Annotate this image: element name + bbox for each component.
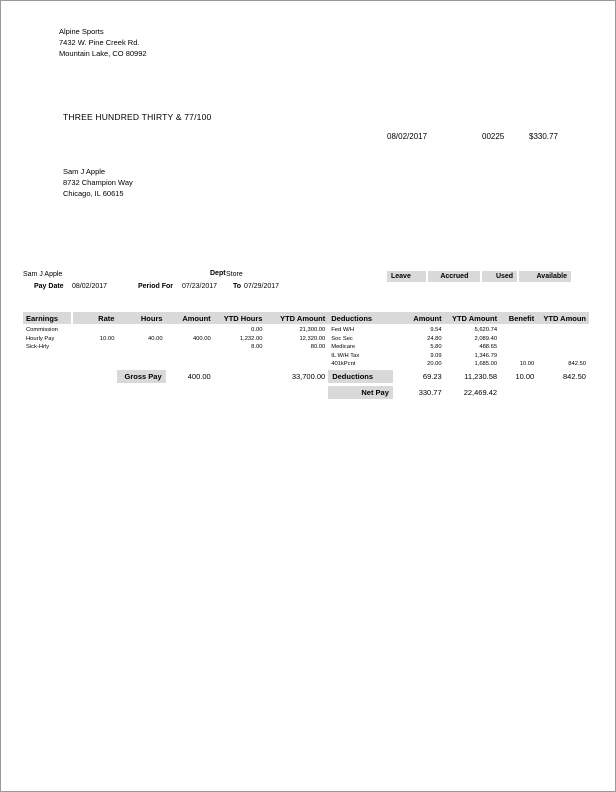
header-deductions: Deductions xyxy=(331,313,373,323)
benefit-total-amount: 10.00 xyxy=(515,372,535,381)
deductions-total-label: Deductions xyxy=(328,370,393,383)
earning-ytd-hours: 8.00 xyxy=(251,344,263,351)
header-rate: Rate xyxy=(98,313,115,323)
row-divider xyxy=(71,371,73,383)
company-name: Alpine Sports xyxy=(59,27,104,36)
earning-name: Commission xyxy=(26,327,58,334)
net-pay-amount: 330.77 xyxy=(418,388,442,397)
earning-hours: 40.00 xyxy=(148,335,163,342)
deductions-total-ytd: 11,230.58 xyxy=(464,372,498,381)
company-city-state-zip: Mountain Lake, CO 80992 xyxy=(59,49,147,58)
company-address-block xyxy=(59,26,147,59)
deduction-ytd-amount: 1,346.79 xyxy=(474,352,498,359)
earning-amount: 400.00 xyxy=(192,335,211,342)
header-hours: Hours xyxy=(140,313,163,323)
table-row xyxy=(23,360,589,369)
gross-pay-ytd: 33,700.00 xyxy=(291,372,326,381)
row-divider xyxy=(71,387,73,399)
deduction-name: Soc Sec xyxy=(331,335,353,342)
leave-header-used: Used xyxy=(481,271,518,282)
header-ytd-hours: YTD Hours xyxy=(223,313,263,323)
deduction-name: 401kPcnt xyxy=(331,361,356,368)
table-row xyxy=(23,343,589,352)
row-divider xyxy=(71,358,73,370)
earning-ytd-amount: 12,320.00 xyxy=(299,335,326,342)
deductions-total-amount: 69.23 xyxy=(422,372,442,381)
gross-pay-label: Gross Pay xyxy=(117,370,165,383)
deduction-ytd-amount: 488.65 xyxy=(479,344,498,351)
deduction-amount: 24.80 xyxy=(427,335,442,342)
earnings-deductions-grid xyxy=(23,312,589,369)
header-benefit: Benefit xyxy=(508,313,535,323)
leave-table xyxy=(387,271,571,282)
stub-dept-label: Dept xyxy=(210,270,226,277)
leave-table-header-row xyxy=(387,271,571,282)
deduction-ytd-amount: 1,685.00 xyxy=(474,361,498,368)
deduction-amount: 20.00 xyxy=(427,361,442,368)
check-amount-words: THREE HUNDRED THIRTY & 77/100 xyxy=(63,112,212,122)
earning-ytd-hours: 0.00 xyxy=(251,327,263,334)
leave-header-available: Available xyxy=(518,271,571,282)
gross-pay-row xyxy=(23,370,589,383)
deduction-name: Fed W/H xyxy=(331,327,355,334)
table-row xyxy=(23,335,589,344)
period-for-value: 07/23/2017 xyxy=(182,283,218,290)
period-to-value: 07/29/2017 xyxy=(244,283,280,290)
header-deduction-ytd-amount: YTD Amount xyxy=(451,313,498,323)
period-for-label: Period For xyxy=(138,283,174,290)
deduction-ytd-amount: 2,089.40 xyxy=(474,335,498,342)
header-earnings: Earnings xyxy=(26,313,59,323)
deduction-amount: 5.80 xyxy=(430,344,442,351)
earning-name: Hourly Pay xyxy=(26,335,55,342)
check-date: 08/02/2017 xyxy=(387,132,428,141)
leave-header-leave: Leave xyxy=(387,271,427,282)
header-amount: Amount xyxy=(182,313,211,323)
benefit-ytd-amount: 842.50 xyxy=(568,361,586,368)
earning-ytd-amount: 80.00 xyxy=(310,344,326,351)
payee-street: 8732 Champion Way xyxy=(63,178,133,187)
deduction-name: Medicare xyxy=(331,344,356,351)
pay-date-label: Pay Date xyxy=(34,283,64,290)
pay-date-value: 08/02/2017 xyxy=(72,283,108,290)
check-amount: $330.77 xyxy=(529,132,558,141)
table-row xyxy=(23,352,589,361)
deduction-name: IL W/H Tax xyxy=(331,352,360,359)
table-row xyxy=(23,326,589,335)
stub-dept-value: Store xyxy=(226,271,243,278)
leave-header-accrued: Accrued xyxy=(427,271,481,282)
header-deduction-amount: Amount xyxy=(413,313,442,323)
net-pay-ytd: 22,469.42 xyxy=(463,388,498,397)
period-to-label: To xyxy=(233,283,242,290)
stub-employee-name: Sam J Apple xyxy=(23,271,63,278)
deduction-amount: 9.54 xyxy=(430,327,442,334)
deduction-ytd-amount: 5,620.74 xyxy=(474,327,498,334)
benefit-total-ytd: 842.50 xyxy=(563,372,586,381)
company-street: 7432 W. Pine Creek Rd. xyxy=(59,38,140,47)
payee-city-state-zip: Chicago, IL 60615 xyxy=(63,189,124,198)
header-ytd-amount: YTD Amount xyxy=(280,313,326,323)
earning-ytd-amount: 21,300.00 xyxy=(299,327,326,334)
benefit-amount: 10.00 xyxy=(519,361,535,368)
earning-rate: 10.00 xyxy=(99,335,115,342)
header-benefit-ytd-amount: YTD Amoun xyxy=(543,313,586,323)
payee-address-block xyxy=(63,166,133,199)
check-number: 00225 xyxy=(482,132,505,141)
deduction-amount: 9.09 xyxy=(430,352,442,359)
gross-pay-amount: 400.00 xyxy=(187,372,211,381)
net-pay-row xyxy=(23,386,589,399)
grid-header-row xyxy=(23,312,589,324)
payee-name: Sam J Apple xyxy=(63,167,106,176)
net-pay-label: Net Pay xyxy=(328,386,393,399)
totals-section xyxy=(23,370,589,399)
earning-name: Sick-Hrly xyxy=(26,344,50,351)
earning-ytd-hours: 1,232.00 xyxy=(239,335,263,342)
